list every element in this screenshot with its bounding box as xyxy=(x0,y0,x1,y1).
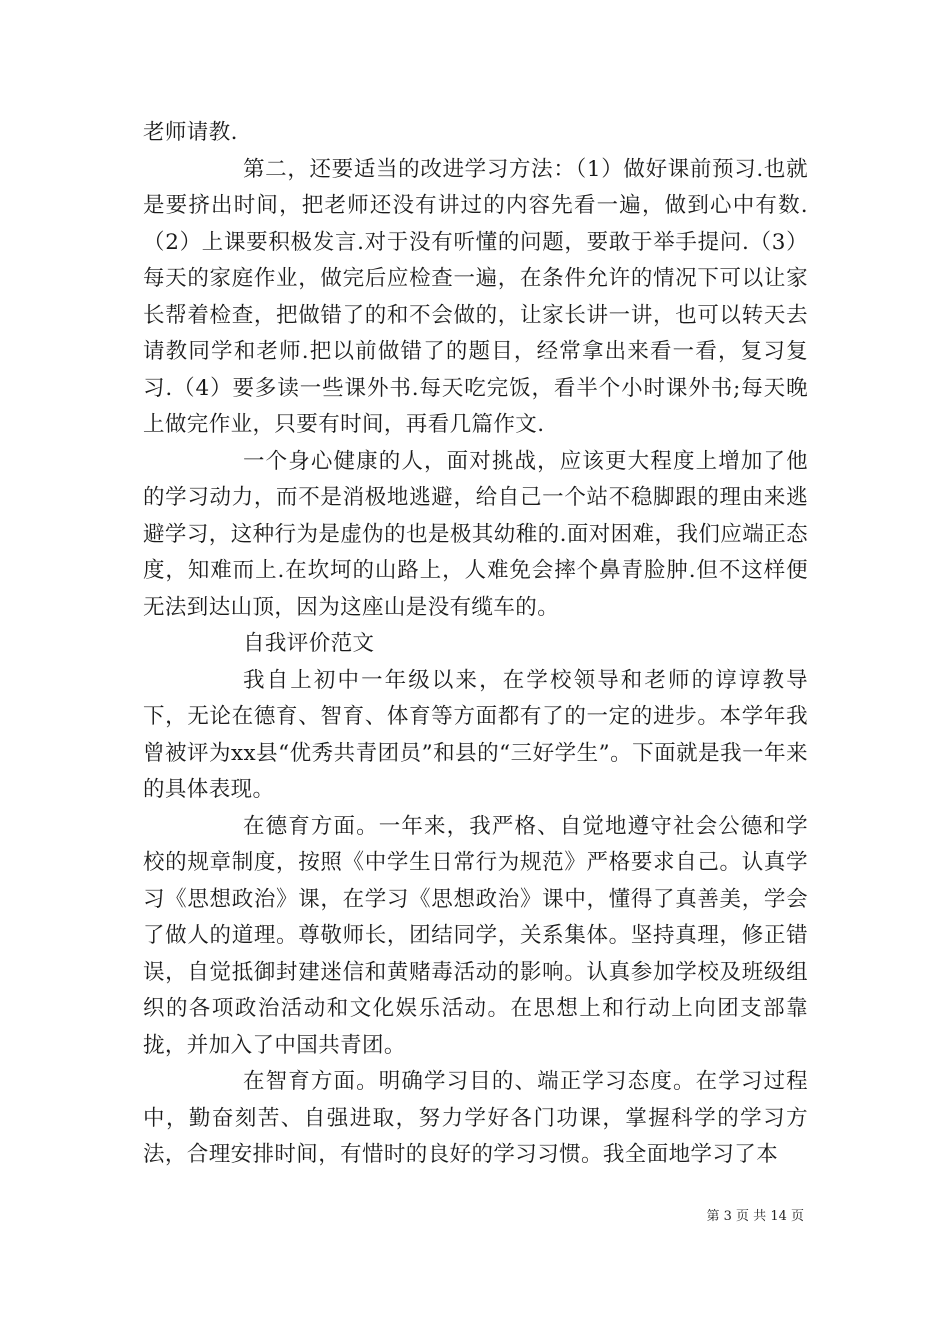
page-footer: 第 3 页 共 14 页 xyxy=(706,1209,804,1224)
paragraph-continuation: 老师请教. xyxy=(143,120,238,145)
section-heading: 自我评价范文 xyxy=(243,631,375,656)
paragraph-study-methods: 第二，还要适当的改进学习方法：（1）做好课前预习.也就是要挤出时间，把老师还没有讲过的内容先看一遍，做到心中有数.（2）上课要积极发言.对于没有听懂的问题，要敢于举手提问.（3）每天的家庭作业，做完后应检查一遍，在条件允许的情况下可以让家长帮着检查，把做错了的和不会做的，让家长讲一讲，也可以转天去请教同学和老师.把以前做错了的题目，经常拿出来看一看，复习复习.（4）要多读一些课外书.每天吃完饭，看半个小时课外书;每天晚上做完作业，只要有时间，再看几篇作文. xyxy=(143,156,808,437)
paragraph-healthy-person: 一个身心健康的人，面对挑战，应该更大程度上增加了他的学习动力，而不是消极地逃避，给自己一个站不稳脚跟的理由来逃避学习，这种行为是虚伪的也是极其幼稚的.面对困难，我们应端正态度，知难而上.在坎坷的山路上，人难免会摔个鼻青脸肿.但不这样便无法到达山顶，因为这座山是没有缆车的。 xyxy=(143,448,808,620)
paragraph-intellectual-education: 在智育方面。明确学习目的、端正学习态度。在学习过程中，勤奋刻苦、自强进取，努力学好各门功课，掌握科学的学习方法，合理安排时间，有惜时的良好的学习习惯。我全面地学习了本 xyxy=(143,1069,808,1167)
document-body xyxy=(143,115,808,1174)
paragraph-self-intro: 我自上初中一年级以来，在学校领导和老师的谆谆教导下，无论在德育、智育、体育等方面都有了的一定的进步。本学年我曾被评为xx县“优秀共青团员”和县的“三好学生”。下面就是我一年来的具体表现。 xyxy=(143,667,808,802)
paragraph-moral-education: 在德育方面。一年来，我严格、自觉地遵守社会公德和学校的规章制度，按照《中学生日常行为规范》严格要求自己。认真学习《思想政治》课，在学习《思想政治》课中，懂得了真善美，学会了做人的道理。尊敬师长，团结同学，关系集体。坚持真理，修正错误，自觉抵御封建迷信和黄赌毒活动的影响。认真参加学校及班级组织的各项政治活动和文化娱乐活动。在思想上和行动上向团支部靠拢，并加入了中国共青团。 xyxy=(143,813,808,1058)
